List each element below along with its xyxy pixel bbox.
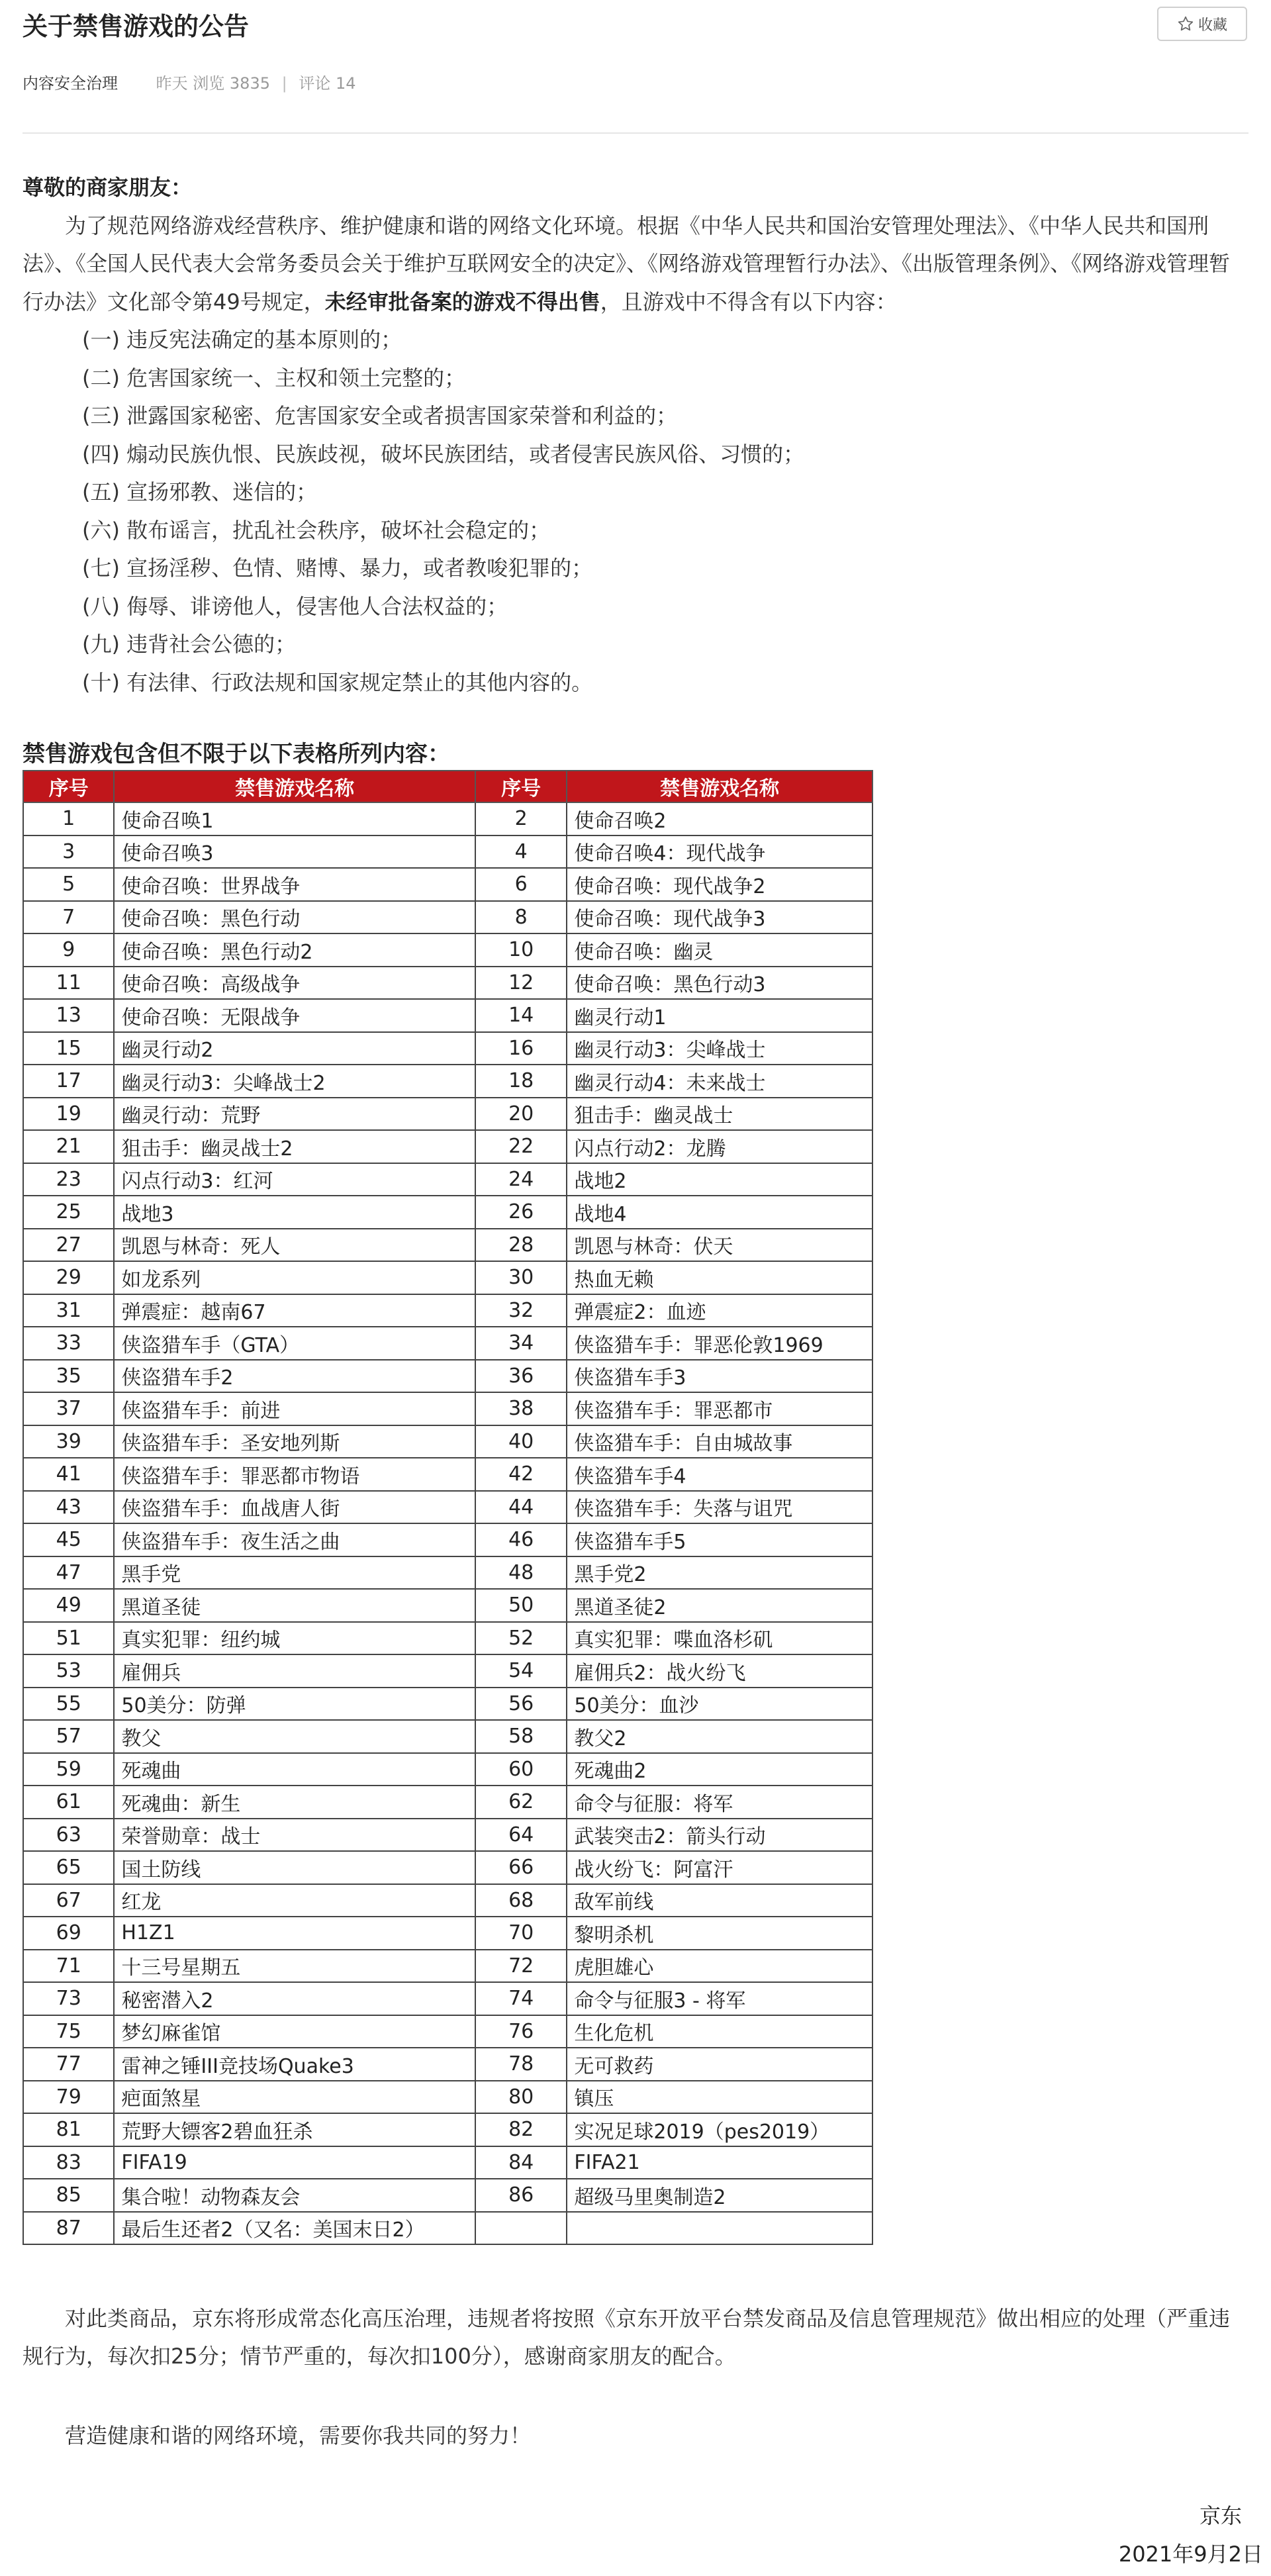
- game-index: 1: [23, 802, 114, 835]
- table-row: [23, 1654, 872, 1688]
- game-index: 75: [23, 2015, 114, 2048]
- game-name: 梦幻麻雀馆: [114, 2015, 475, 2048]
- game-name: 50美分：防弹: [114, 1688, 475, 1721]
- table-row: [23, 967, 872, 1000]
- game-index: 47: [23, 1556, 114, 1590]
- game-index: 42: [475, 1458, 567, 1491]
- table-row: [23, 1589, 872, 1622]
- game-name: 使命召唤3: [114, 835, 475, 869]
- game-name: 集合啦！动物森友会: [114, 2179, 475, 2212]
- game-name: 死魂曲：新生: [114, 1786, 475, 1819]
- table-row: [23, 1458, 872, 1491]
- table-row: [23, 1688, 872, 1721]
- comment-count[interactable]: 评论 14: [299, 74, 356, 93]
- game-name: 使命召唤：无限战争: [114, 999, 475, 1032]
- game-index: 45: [23, 1523, 114, 1556]
- table-row: [23, 999, 872, 1032]
- game-name: 侠盗猎车手3: [567, 1360, 872, 1393]
- game-name: 黑手党: [114, 1556, 475, 1590]
- game-index: 84: [475, 2146, 567, 2179]
- game-name: 使命召唤：高级战争: [114, 967, 475, 1000]
- list-item: (一) 违反宪法确定的基本原则的；: [82, 327, 402, 352]
- game-index: 83: [23, 2146, 114, 2179]
- game-index: 11: [23, 967, 114, 1000]
- game-index: 71: [23, 1950, 114, 1983]
- table-row: [23, 1098, 872, 1131]
- game-index: 2: [475, 802, 567, 835]
- game-index: 87: [23, 2212, 114, 2245]
- table-row: [23, 1982, 872, 2015]
- game-name: 侠盗猎车手：失落与诅咒: [567, 1491, 872, 1524]
- table-row: [23, 1327, 872, 1360]
- game-index: 74: [475, 1982, 567, 2015]
- game-index: 33: [23, 1327, 114, 1360]
- game-index: 59: [23, 1753, 114, 1786]
- table-row: [23, 802, 872, 835]
- post-time: 昨天: [156, 74, 188, 93]
- game-index: 15: [23, 1032, 114, 1065]
- table-row: [23, 1491, 872, 1524]
- header-index: 序号: [475, 771, 567, 802]
- game-index: 21: [23, 1130, 114, 1163]
- table-row: [23, 1917, 872, 1950]
- game-name: 侠盗猎车手：自由城故事: [567, 1425, 872, 1458]
- table-row: [23, 1261, 872, 1294]
- article-meta: [23, 73, 356, 94]
- table-row: [23, 1720, 872, 1753]
- favorite-button[interactable]: [1157, 7, 1247, 41]
- author-link[interactable]: 内容安全治理: [23, 74, 118, 93]
- star-outline-icon: [1177, 15, 1194, 32]
- game-index: 8: [475, 901, 567, 934]
- game-index: 86: [475, 2179, 567, 2212]
- table-row: [23, 1950, 872, 1983]
- table-row: [23, 1163, 872, 1196]
- header-game-name: 禁售游戏名称: [567, 771, 872, 802]
- game-index: 27: [23, 1229, 114, 1262]
- game-index: 26: [475, 1196, 567, 1229]
- game-index: 57: [23, 1720, 114, 1753]
- intro-text-end: ，且游戏中不得含有以下内容：: [600, 289, 897, 314]
- game-name: 侠盗猎车手2: [114, 1360, 475, 1393]
- game-name: 使命召唤：黑色行动3: [567, 967, 872, 1000]
- game-name: 侠盗猎车手4: [567, 1458, 872, 1491]
- table-row: [23, 1392, 872, 1425]
- game-index: 69: [23, 1917, 114, 1950]
- table-row: [23, 1786, 872, 1819]
- game-name: 使命召唤：世界战争: [114, 868, 475, 901]
- game-index: 76: [475, 2015, 567, 2048]
- game-name: 战地2: [567, 1163, 872, 1196]
- prohibited-content-list: [23, 321, 1248, 702]
- game-index: 81: [23, 2113, 114, 2146]
- game-index: 10: [475, 933, 567, 967]
- list-item: (三) 泄露国家秘密、危害国家安全或者损害国家荣誉和利益的；: [82, 403, 678, 428]
- game-index: 4: [475, 835, 567, 869]
- game-name: 荣誉勋章：战士: [114, 1819, 475, 1852]
- game-name: [567, 2212, 872, 2245]
- game-name: 侠盗猎车手（GTA）: [114, 1327, 475, 1360]
- game-index: 58: [475, 1720, 567, 1753]
- game-name: 幽灵行动4：未来战士: [567, 1065, 872, 1098]
- table-row: [23, 1425, 872, 1458]
- table-row: [23, 1130, 872, 1163]
- table-row: [23, 2146, 872, 2179]
- game-index: 48: [475, 1556, 567, 1590]
- table-row: [23, 2015, 872, 2048]
- game-name: 战地4: [567, 1196, 872, 1229]
- game-name: 最后生还者2（又名：美国末日2）: [114, 2212, 475, 2245]
- game-name: 黑手党2: [567, 1556, 872, 1590]
- game-index: 56: [475, 1688, 567, 1721]
- table-row: [23, 835, 872, 869]
- game-index: 64: [475, 1819, 567, 1852]
- table-title: 禁售游戏包含但不限于以下表格所列内容：: [23, 741, 450, 767]
- table-row: [23, 1819, 872, 1852]
- game-index: 72: [475, 1950, 567, 1983]
- game-name: 弹震症：越南67: [114, 1294, 475, 1327]
- table-row: [23, 901, 872, 934]
- table-row: [23, 2212, 872, 2245]
- game-name: 雇佣兵: [114, 1654, 475, 1688]
- game-name: 黑道圣徒: [114, 1589, 475, 1622]
- game-name: 命令与征服：将军: [567, 1786, 872, 1819]
- game-name: 雇佣兵2：战火纷飞: [567, 1654, 872, 1688]
- game-name: 幽灵行动3：尖峰战士: [567, 1032, 872, 1065]
- game-index: 31: [23, 1294, 114, 1327]
- game-index: 67: [23, 1884, 114, 1917]
- game-index: 12: [475, 967, 567, 1000]
- game-name: 侠盗猎车手5: [567, 1523, 872, 1556]
- game-name: 死魂曲2: [567, 1753, 872, 1786]
- game-name: 无可救药: [567, 2048, 872, 2081]
- game-name: 侠盗猎车手：夜生活之曲: [114, 1523, 475, 1556]
- game-name: 侠盗猎车手：罪恶都市物语: [114, 1458, 475, 1491]
- game-index: 32: [475, 1294, 567, 1327]
- game-index: 37: [23, 1392, 114, 1425]
- table-row: [23, 2081, 872, 2114]
- game-name: 实况足球2019（pes2019）: [567, 2113, 872, 2146]
- list-item: (八) 侮辱、诽谤他人，侵害他人合法权益的；: [82, 593, 508, 619]
- game-index: 16: [475, 1032, 567, 1065]
- game-index: 80: [475, 2081, 567, 2114]
- game-index: 9: [23, 933, 114, 967]
- notice-date: 2021年9月2日: [1118, 2542, 1263, 2567]
- table-row: [23, 1753, 872, 1786]
- list-item: (六) 散布谣言，扰乱社会秩序，破坏社会稳定的；: [82, 517, 551, 543]
- game-name: 如龙系列: [114, 1261, 475, 1294]
- signer: 京东: [1199, 2503, 1242, 2528]
- game-name: 战火纷飞：阿富汗: [567, 1851, 872, 1884]
- game-index: 30: [475, 1261, 567, 1294]
- game-index: 61: [23, 1786, 114, 1819]
- game-name: 敌军前线: [567, 1884, 872, 1917]
- game-name: 幽灵行动：荒野: [114, 1098, 475, 1131]
- game-name: 红龙: [114, 1884, 475, 1917]
- game-index: 85: [23, 2179, 114, 2212]
- intro-emphasis: 未经审批备案的游戏不得出售: [324, 289, 600, 314]
- game-index: 7: [23, 901, 114, 934]
- greeting: 尊敬的商家朋友：: [23, 175, 193, 200]
- intro-paragraph: [23, 207, 1248, 322]
- table-row: [23, 1032, 872, 1065]
- game-index: 49: [23, 1589, 114, 1622]
- game-name: 闪点行动2：龙腾: [567, 1130, 872, 1163]
- game-index: 68: [475, 1884, 567, 1917]
- game-index: 6: [475, 868, 567, 901]
- game-index: 70: [475, 1917, 567, 1950]
- table-row: [23, 1065, 872, 1098]
- header-divider: [23, 132, 1248, 134]
- game-index: 65: [23, 1851, 114, 1884]
- game-index: 44: [475, 1491, 567, 1524]
- table-row: [23, 2113, 872, 2146]
- table-row: [23, 1622, 872, 1655]
- game-name: 50美分：血沙: [567, 1688, 872, 1721]
- game-name: 幽灵行动1: [567, 999, 872, 1032]
- table-header-row: [23, 771, 872, 802]
- game-name: 真实犯罪：纽约城: [114, 1622, 475, 1655]
- game-index: 50: [475, 1589, 567, 1622]
- game-index: 38: [475, 1392, 567, 1425]
- game-index: 5: [23, 868, 114, 901]
- game-name: 弹震症2：血迹: [567, 1294, 872, 1327]
- game-name: 使命召唤：黑色行动: [114, 901, 475, 934]
- game-index: 66: [475, 1851, 567, 1884]
- table-row: [23, 1851, 872, 1884]
- table-row: [23, 2179, 872, 2212]
- game-name: 教父: [114, 1720, 475, 1753]
- game-index: [475, 2212, 567, 2245]
- banned-games-table: [23, 770, 873, 2245]
- game-index: 77: [23, 2048, 114, 2081]
- game-index: 40: [475, 1425, 567, 1458]
- game-name: 侠盗猎车手：血战唐人街: [114, 1491, 475, 1524]
- game-name: 虎胆雄心: [567, 1950, 872, 1983]
- game-index: 62: [475, 1786, 567, 1819]
- game-index: 52: [475, 1622, 567, 1655]
- game-name: 侠盗猎车手：罪恶都市: [567, 1392, 872, 1425]
- game-name: 秘密潜入2: [114, 1982, 475, 2015]
- game-name: 狙击手：幽灵战士2: [114, 1130, 475, 1163]
- table-row: [23, 1523, 872, 1556]
- list-item: (十) 有法律、行政法规和国家规定禁止的其他内容的。: [82, 669, 593, 695]
- game-name: 真实犯罪：喋血洛杉矶: [567, 1622, 872, 1655]
- game-index: 19: [23, 1098, 114, 1131]
- game-name: 雷神之锤III竞技场Quake3: [114, 2048, 475, 2081]
- game-index: 63: [23, 1819, 114, 1852]
- game-name: 十三号星期五: [114, 1950, 475, 1983]
- game-index: 28: [475, 1229, 567, 1262]
- intro-text: 为了规范网络游戏经营秩序、维护健康和谐的网络文化环境。根据《中华人民共和国治安管理处理法》、《中华人民共和国刑法》、《全国人民代表大会常务委员会关于维护互联网安全的决定》、《网络游戏管理暂行办法》、《出版管理条例》、《网络游戏管理暂行办法》文化部令第49号规定，: [23, 213, 1231, 314]
- game-index: 17: [23, 1065, 114, 1098]
- game-index: 18: [475, 1065, 567, 1098]
- game-name: 侠盗猎车手：前进: [114, 1392, 475, 1425]
- game-name: 使命召唤1: [114, 802, 475, 835]
- game-name: 侠盗猎车手：罪恶伦敦1969: [567, 1327, 872, 1360]
- table-row: [23, 1884, 872, 1917]
- game-name: 教父2: [567, 1720, 872, 1753]
- header-index: 序号: [23, 771, 114, 802]
- game-name: 黑道圣徒2: [567, 1589, 872, 1622]
- header-game-name: 禁售游戏名称: [114, 771, 475, 802]
- game-name: 凯恩与林奇：伏天: [567, 1229, 872, 1262]
- game-index: 20: [475, 1098, 567, 1131]
- game-name: 国土防线: [114, 1851, 475, 1884]
- game-index: 39: [23, 1425, 114, 1458]
- table-row: [23, 1229, 872, 1262]
- game-index: 55: [23, 1688, 114, 1721]
- table-row: [23, 1294, 872, 1327]
- game-index: 29: [23, 1261, 114, 1294]
- game-name: 闪点行动3：红河: [114, 1163, 475, 1196]
- list-item: (五) 宣扬邪教、迷信的；: [82, 479, 318, 504]
- game-index: 43: [23, 1491, 114, 1524]
- footer-paragraph: 对此类商品，京东将形成常态化高压治理，违规者将按照《京东开放平台禁发商品及信息管理规范》做出相应的处理（严重违规行为，每次扣25分；情节严重的，每次扣100分），感谢商家朋友的配合。: [23, 2306, 1231, 2369]
- table-row: [23, 1196, 872, 1229]
- game-index: 24: [475, 1163, 567, 1196]
- game-name: 侠盗猎车手：圣安地列斯: [114, 1425, 475, 1458]
- list-item: (九) 违背社会公德的；: [82, 632, 297, 657]
- game-name: 使命召唤：现代战争3: [567, 901, 872, 934]
- game-name: 使命召唤4：现代战争: [567, 835, 872, 869]
- game-index: 23: [23, 1163, 114, 1196]
- game-index: 51: [23, 1622, 114, 1655]
- game-name: 武装突击2：箭头行动: [567, 1819, 872, 1852]
- game-index: 25: [23, 1196, 114, 1229]
- meta-separator: |: [281, 74, 287, 93]
- table-row: [23, 2048, 872, 2081]
- game-index: 46: [475, 1523, 567, 1556]
- game-name: 使命召唤：幽灵: [567, 933, 872, 967]
- game-index: 53: [23, 1654, 114, 1688]
- game-index: 54: [475, 1654, 567, 1688]
- game-name: 狙击手：幽灵战士: [567, 1098, 872, 1131]
- game-index: 41: [23, 1458, 114, 1491]
- game-index: 35: [23, 1360, 114, 1393]
- game-index: 79: [23, 2081, 114, 2114]
- game-name: 死魂曲: [114, 1753, 475, 1786]
- notice-footer: [23, 2300, 1248, 2375]
- game-name: 凯恩与林奇：死人: [114, 1229, 475, 1262]
- view-count: 浏览 3835: [193, 74, 270, 93]
- page-title: 关于禁售游戏的公告: [23, 12, 250, 41]
- game-index: 34: [475, 1327, 567, 1360]
- table-row: [23, 1360, 872, 1393]
- game-name: FIFA19: [114, 2146, 475, 2179]
- game-index: 3: [23, 835, 114, 869]
- list-item: (二) 危害国家统一、主权和领土完整的；: [82, 365, 466, 391]
- game-name: H1Z1: [114, 1917, 475, 1950]
- game-name: 战地3: [114, 1196, 475, 1229]
- game-name: FIFA21: [567, 2146, 872, 2179]
- list-item: (七) 宣扬淫秽、色情、赌博、暴力，或者教唆犯罪的；: [82, 555, 593, 581]
- table-row: [23, 868, 872, 901]
- game-name: 疤面煞星: [114, 2081, 475, 2114]
- table-row: [23, 1556, 872, 1590]
- table-row: [23, 933, 872, 967]
- game-index: 78: [475, 2048, 567, 2081]
- game-name: 镇压: [567, 2081, 872, 2114]
- game-index: 14: [475, 999, 567, 1032]
- notice-body: [23, 169, 1248, 702]
- game-index: 13: [23, 999, 114, 1032]
- slogan: 营造健康和谐的网络环境，需要你我共同的努力！: [65, 2423, 532, 2448]
- game-name: 超级马里奥制造2: [567, 2179, 872, 2212]
- game-index: 60: [475, 1753, 567, 1786]
- game-index: 82: [475, 2113, 567, 2146]
- game-index: 22: [475, 1130, 567, 1163]
- game-name: 幽灵行动2: [114, 1032, 475, 1065]
- game-index: 36: [475, 1360, 567, 1393]
- game-name: 黎明杀机: [567, 1917, 872, 1950]
- game-name: 热血无赖: [567, 1261, 872, 1294]
- game-name: 使命召唤：黑色行动2: [114, 933, 475, 967]
- game-index: 73: [23, 1982, 114, 2015]
- game-name: 使命召唤：现代战争2: [567, 868, 872, 901]
- favorite-label: 收藏: [1198, 17, 1227, 34]
- game-name: 幽灵行动3：尖峰战士2: [114, 1065, 475, 1098]
- game-name: 生化危机: [567, 2015, 872, 2048]
- game-name: 命令与征服3 - 将军: [567, 1982, 872, 2015]
- game-name: 荒野大镖客2碧血狂杀: [114, 2113, 475, 2146]
- game-name: 使命召唤2: [567, 802, 872, 835]
- list-item: (四) 煽动民族仇恨、民族歧视，破坏民族团结，或者侵害民族风俗、习惯的；: [82, 441, 805, 467]
